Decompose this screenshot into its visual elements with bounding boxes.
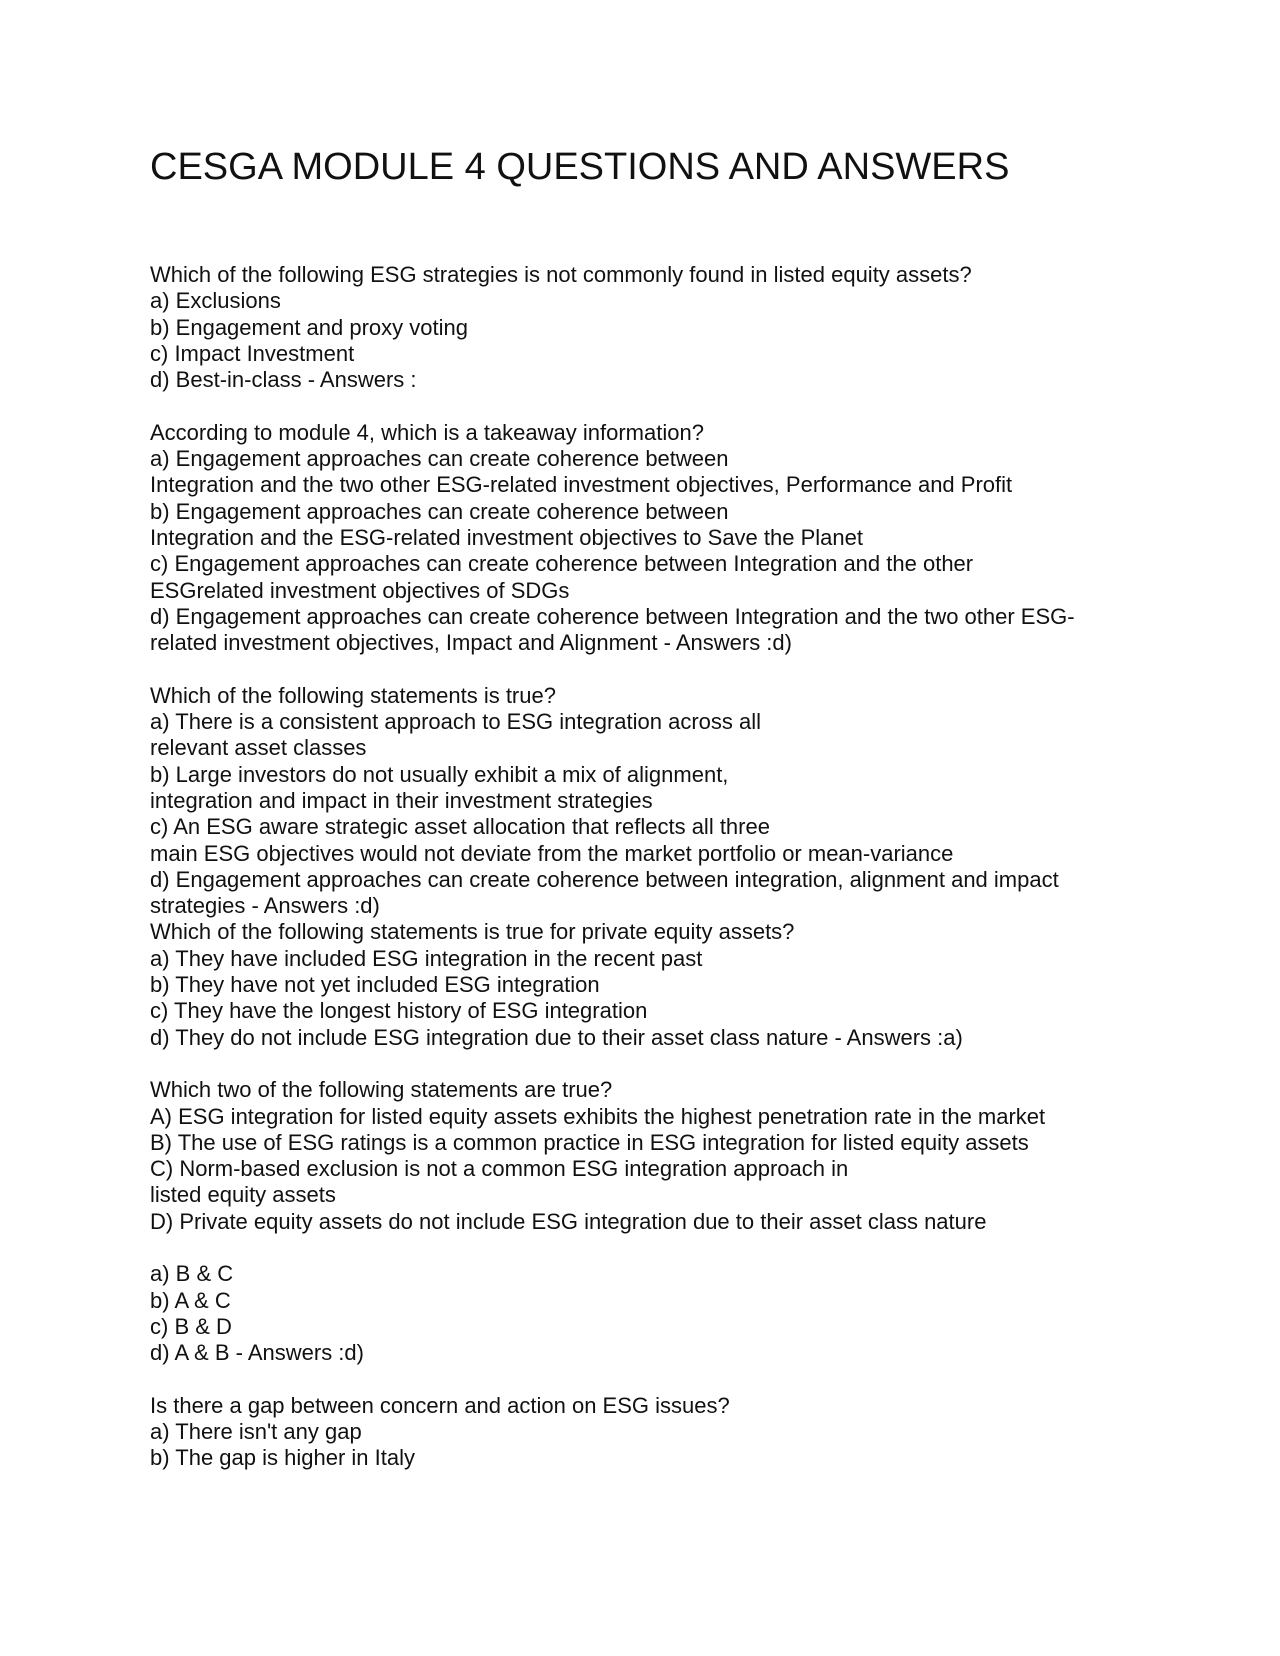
text-line: listed equity assets (150, 1182, 336, 1208)
text-line: strategies - Answers :d) (150, 893, 380, 919)
text-line: b) Engagement and proxy voting (150, 314, 468, 340)
text-line: Integration and the two other ESG-related investment objectives, Performance and Profit (150, 472, 1013, 498)
text-line: C) Norm-based exclusion is not a common ESG integration approach in (150, 1156, 849, 1182)
text-line: B) The use of ESG ratings is a common practice in ESG integration for listed equity assets (150, 1129, 1029, 1155)
text-line: a) There isn't any gap (150, 1419, 362, 1445)
blank-line (150, 656, 1150, 682)
text-line: relevant asset classes (150, 735, 367, 761)
text-line: b) A & C (150, 1287, 231, 1313)
text-line: d) Engagement approaches can create coherence between integration, alignment and impact (150, 866, 1059, 892)
text-line: Which of the following statements is true for private equity assets? (150, 919, 795, 945)
text-line: b) Engagement approaches can create coherence between (150, 498, 729, 524)
blank-line (150, 1366, 1150, 1392)
text-line: Which two of the following statements are true? (150, 1077, 613, 1103)
text-line: a) Exclusions (150, 288, 281, 314)
blank-line (150, 1051, 1150, 1077)
text-line: ESGrelated investment objectives of SDGs (150, 577, 570, 603)
text-line: Is there a gap between concern and action on ESG issues? (150, 1392, 730, 1418)
text-line: d) Best-in-class - Answers : (150, 367, 417, 393)
text-line: c) Impact Investment (150, 340, 355, 366)
text-line: c) An ESG aware strategic asset allocation that reflects all three (150, 814, 770, 840)
text-line: c) They have the longest history of ESG integration (150, 998, 648, 1024)
text-line: a) Engagement approaches can create coherence between (150, 446, 729, 472)
blank-line (150, 1235, 1150, 1261)
text-line: d) A & B - Answers :d) (150, 1340, 364, 1366)
text-line: c) B & D (150, 1313, 232, 1339)
text-line: integration and impact in their investment strategies (150, 787, 653, 813)
text-line: d) They do not include ESG integration due to their asset class nature - Answers :a) (150, 1024, 963, 1050)
text-line: Integration and the ESG-related investment objectives to Save the Planet (150, 524, 863, 550)
text-line: According to module 4, which is a takeaway information? (150, 419, 704, 445)
text-line: a) B & C (150, 1261, 234, 1287)
text-line: a) They have included ESG integration in the recent past (150, 945, 703, 971)
text-line: D) Private equity assets do not include ESG integration due to their asset class nature (150, 1208, 987, 1234)
text-line: A) ESG integration for listed equity assets exhibits the highest penetration rate in the market (150, 1103, 1046, 1129)
text-line: b) They have not yet included ESG integration (150, 972, 600, 998)
blank-line (150, 393, 1150, 419)
text-line: main ESG objectives would not deviate from the market portfolio or mean-variance (150, 840, 954, 866)
document-body (150, 262, 1150, 1472)
text-line: a) There is a consistent approach to ESG integration across all (150, 709, 762, 735)
text-line: related investment objectives, Impact and Alignment - Answers :d) (150, 630, 792, 656)
text-line: Which of the following ESG strategies is not commonly found in listed equity assets? (150, 262, 972, 287)
text-line: b) The gap is higher in Italy (150, 1445, 415, 1471)
text-line: b) Large investors do not usually exhibit a mix of alignment, (150, 761, 729, 787)
document-title: CESGA MODULE 4 QUESTIONS AND ANSWERS (150, 146, 1010, 188)
text-line: c) Engagement approaches can create coherence between Integration and the other (150, 551, 974, 577)
text-line: Which of the following statements is true? (150, 682, 556, 708)
text-line: d) Engagement approaches can create coherence between Integration and the two other ESG- (150, 603, 1075, 629)
